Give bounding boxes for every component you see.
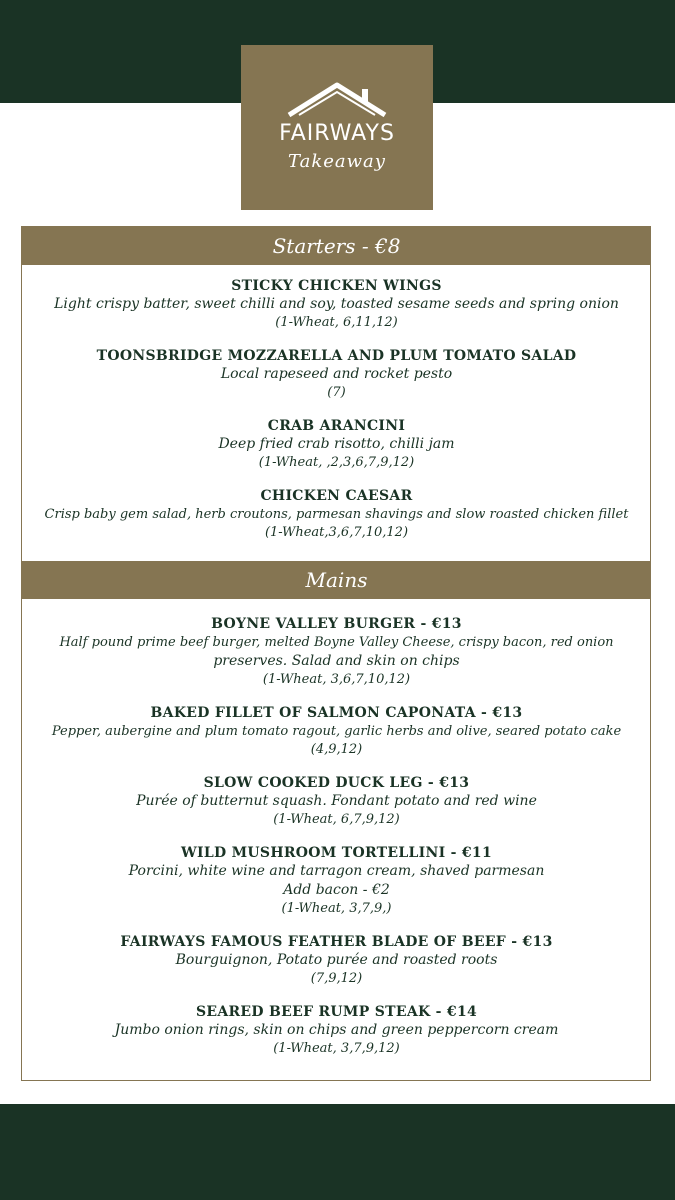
item-description: Purée of butternut squash. Fondant potato and red wine (136, 793, 537, 809)
menu-item (22, 487, 651, 542)
mains-list (22, 615, 651, 1073)
section-heading-starters: Starters - €8 (22, 227, 651, 265)
item-description: Local rapeseed and rocket pesto (220, 366, 453, 382)
item-allergens: (1-Wheat, 3,6,7,10,12) (262, 672, 411, 687)
item-allergens: (1-Wheat, 6,7,9,12) (273, 812, 400, 827)
menu-item (22, 774, 651, 829)
item-description: Bourguignon, Potato purée and roasted roots (175, 952, 498, 968)
item-allergens: (1-Wheat, 3,7,9,) (281, 901, 392, 916)
section-heading-mains: Mains (22, 561, 651, 599)
item-allergens: (1-Wheat, ,2,3,6,7,9,12) (258, 455, 415, 470)
item-description: Pepper, aubergine and plum tomato ragout, garlic herbs and olive, seared potato cake (51, 724, 622, 739)
item-description: Half pound prime beef burger, melted Boyne Valley Cheese, crispy bacon, red onion (59, 635, 614, 650)
item-title: STICKY CHICKEN WINGS (231, 278, 442, 294)
item-title: BOYNE VALLEY BURGER - €13 (211, 616, 462, 632)
menu-item (22, 933, 651, 988)
item-title: SEARED BEEF RUMP STEAK - €14 (195, 1004, 478, 1020)
starters-list (22, 277, 651, 557)
item-allergens: (7) (327, 385, 346, 400)
item-allergens: (7,9,12) (310, 971, 363, 986)
menu-item (22, 347, 651, 402)
item-title: BAKED FILLET OF SALMON CAPONATA - €13 (150, 705, 523, 721)
house-roof-icon (241, 45, 433, 121)
item-title: TOONSBRIDGE MOZZARELLA AND PLUM TOMATO SALAD (96, 348, 577, 364)
menu-item (22, 844, 651, 918)
item-title: SLOW COOKED DUCK LEG - €13 (203, 775, 470, 791)
item-title: CRAB ARANCINI (267, 418, 406, 434)
logo-name: FAIRWAYS (279, 121, 395, 146)
item-title: FAIRWAYS FAMOUS FEATHER BLADE OF BEEF - €13 (120, 934, 553, 950)
item-description: Light crispy batter, sweet chilli and soy, toasted sesame seeds and spring onion (54, 296, 619, 312)
menu-item (22, 277, 651, 332)
item-title: CHICKEN CAESAR (260, 488, 413, 504)
item-description: Deep fried crab risotto, chilli jam (218, 436, 455, 452)
item-allergens: (1-Wheat,3,6,7,10,12) (264, 525, 409, 540)
item-description: Jumbo onion rings, skin on chips and green peppercorn cream (114, 1022, 559, 1038)
menu-item (22, 704, 651, 759)
item-allergens: (1-Wheat, 3,7,9,12) (273, 1041, 400, 1056)
item-description: Porcini, white wine and tarragon cream, shaved parmesan (128, 863, 545, 879)
logo-subtitle: Takeaway (288, 151, 386, 172)
footer-band (0, 1104, 675, 1200)
item-allergens: (1-Wheat, 6,11,12) (275, 315, 398, 330)
item-description-line2: Add bacon - €2 (283, 882, 390, 898)
logo (241, 45, 433, 210)
item-description: Crisp baby gem salad, herb croutons, parmesan shavings and slow roasted chicken fillet (44, 507, 629, 522)
item-allergens: (4,9,12) (310, 742, 363, 757)
item-title: WILD MUSHROOM TORTELLINI - €11 (180, 845, 493, 861)
menu-item (22, 417, 651, 472)
menu-item (22, 615, 651, 689)
menu-item (22, 1003, 651, 1058)
item-description-line2: preserves. Salad and skin on chips (213, 653, 460, 669)
